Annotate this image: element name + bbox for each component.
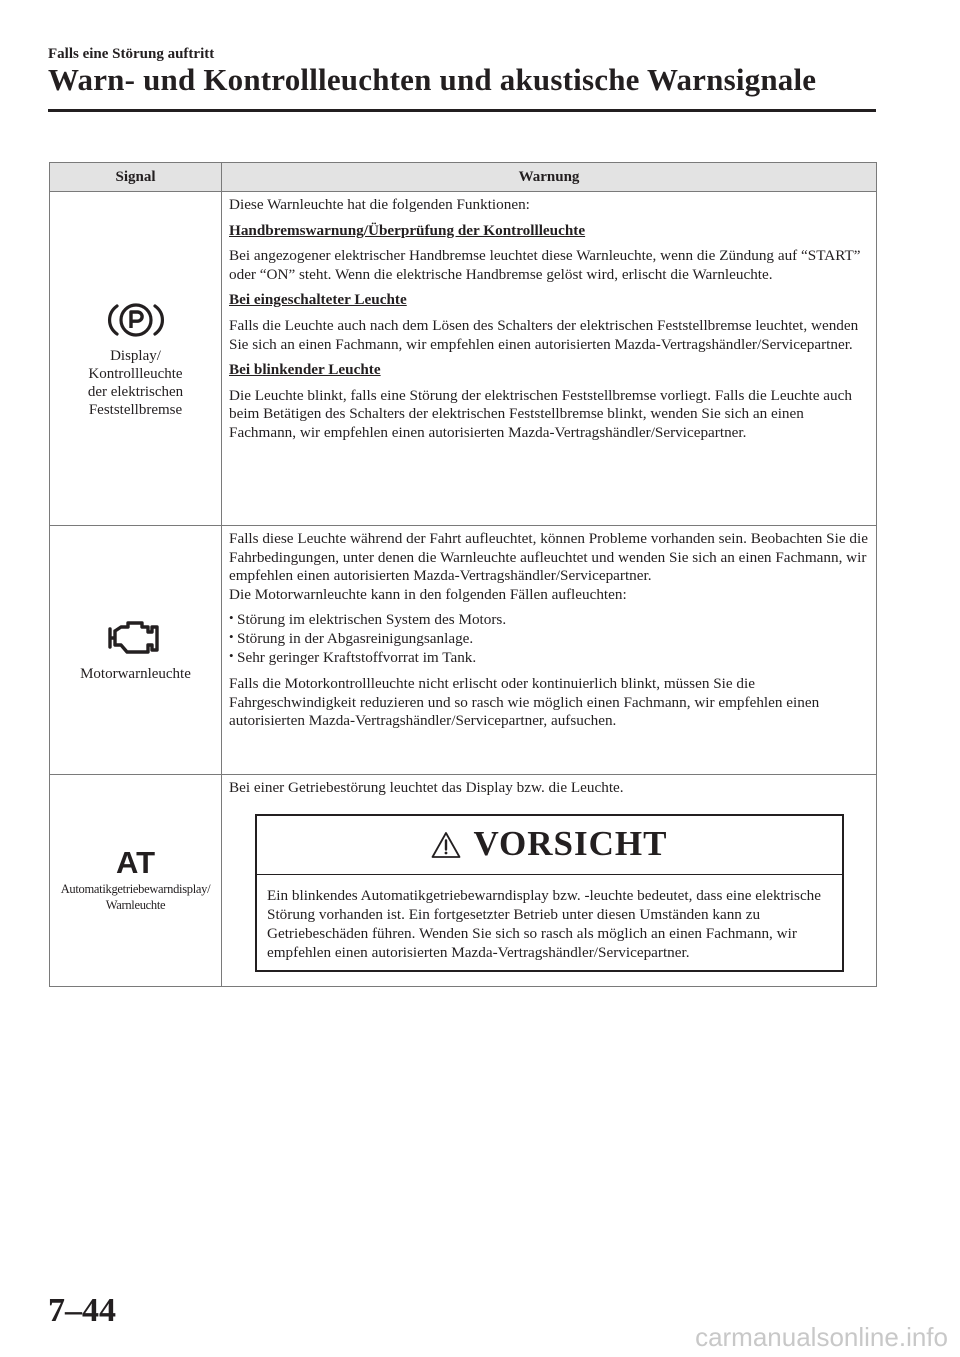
column-header-warning: Warnung xyxy=(222,163,877,192)
warning-cell xyxy=(222,192,877,526)
parking-brake-p-icon xyxy=(106,299,166,341)
page-number: 7–44 xyxy=(48,1292,116,1329)
warning-subheading: Handbremswarnung/Überprüfung der Kontrollleuchte xyxy=(229,221,586,239)
caution-box xyxy=(255,814,844,972)
warning-paragraph: Falls diese Leuchte während der Fahrt aufleuchtet, können Probleme vorhanden sein. Beobachten Sie die Fahrbedingungen, unter denen die Warnleuchte aufleuchtet und wenden Sie sich an einen Fachmann, wir empfehlen einen autorisierten Mazda-Vertragshändler/Servicepartner. xyxy=(229,530,868,585)
watermark: carmanualsonline.info xyxy=(695,1322,948,1352)
warning-paragraph: Falls die Motorkontrollleuchte nicht erlischt oder kontinuierlich blinkt, müssen Sie die Fahrgeschwindigkeit reduzieren und so rasch wie möglich einen Fachmann, wir empfehlen einen autorisierten Mazda-Vertragshändler/Servicepartner, aufsuchen. xyxy=(229,675,820,730)
warning-intro: Diese Warnleuchte hat die folgenden Funktionen: xyxy=(229,196,530,213)
warning-paragraph: Falls die Leuchte auch nach dem Lösen des Schalters der elektrischen Feststellbremse leuchtet, wenden Sie sich an einen Fachmann, wir empfehlen einen autorisierten Mazda-Vertragshändler/Servicepartner. xyxy=(229,316,859,353)
caution-header xyxy=(257,816,842,875)
warning-triangle-icon xyxy=(431,831,461,859)
signal-label-engine: Motorwarnleuchte xyxy=(80,666,191,682)
title-divider xyxy=(48,109,876,112)
column-header-signal: Signal xyxy=(50,163,222,192)
list-item: • Störung im elektrischen System des Motors. xyxy=(229,611,870,630)
section-label: Falls eine Störung auftritt xyxy=(48,46,215,62)
table-row xyxy=(50,192,877,526)
signal-cell xyxy=(50,775,222,987)
caution-text: Ein blinkendes Automatikgetriebewarndisplay bzw. -leuchte bedeutet, dass eine elektrische Störung vorhanden ist. Ein fortgesetzter Betrieb unter diesen Umständen kann zu Getriebeschäden führen. Wenden Sie sich so rasch als möglich an einen Fachmann, wir empfehlen einen autorisierten Mazda-Vertragshändler/Servicepartner. xyxy=(267,886,822,961)
caution-title: VORSICHT xyxy=(473,824,668,864)
warning-paragraph: Die Motorwarnleuchte kann in den folgenden Fällen aufleuchten: xyxy=(229,585,627,603)
warning-lights-table xyxy=(49,162,877,987)
cause-list xyxy=(229,611,870,667)
page-title: Warn- und Kontrollleuchten und akustische Warnsignale xyxy=(48,62,817,97)
table-row xyxy=(50,775,877,987)
signal-cell xyxy=(50,526,222,775)
automatic-transmission-icon: AT xyxy=(115,845,156,881)
warning-cell xyxy=(222,526,877,775)
warning-intro: Bei einer Getriebestörung leuchtet das Display bzw. die Leuchte. xyxy=(229,779,624,796)
list-item: • Störung in der Abgasreinigungsanlage. xyxy=(229,630,870,649)
list-item: • Sehr geringer Kraftstoffvorrat im Tank. xyxy=(229,649,870,668)
signal-cell xyxy=(50,192,222,526)
warning-cell xyxy=(222,775,877,987)
table-row xyxy=(50,526,877,775)
signal-label-transmission: Automatikgetriebewarndisplay/ Warnleuchte xyxy=(60,882,211,913)
warning-subheading: Bei eingeschalteter Leuchte xyxy=(229,291,407,309)
warning-paragraph: Die Leuchte blinkt, falls eine Störung der elektrischen Feststellbremse vorliegt. Falls die Leuchte auch beim Betätigen des Schalters der elektrischen Feststellbremse blinkt, wenden Sie sich an einen Fachmann, wir empfehlen einen autorisierten Mazda-Vertragshändler/Servicepartner. xyxy=(229,386,852,441)
warning-paragraph: Bei angezogener elektrischer Handbremse leuchtet diese Warnleuchte, wenn die Zündung auf “START” oder “ON” steht. Wenn die elektrische Handbremse gelöst wird, erlischt die Warnleuchte. xyxy=(229,247,861,283)
table-header-row xyxy=(50,163,877,192)
warning-subheading: Bei blinkender Leuchte xyxy=(229,361,381,379)
signal-label-parking-brake: Display/ Kontrollleuchte der elektrischen Feststellbremse xyxy=(87,347,184,418)
engine-check-icon xyxy=(106,617,166,659)
